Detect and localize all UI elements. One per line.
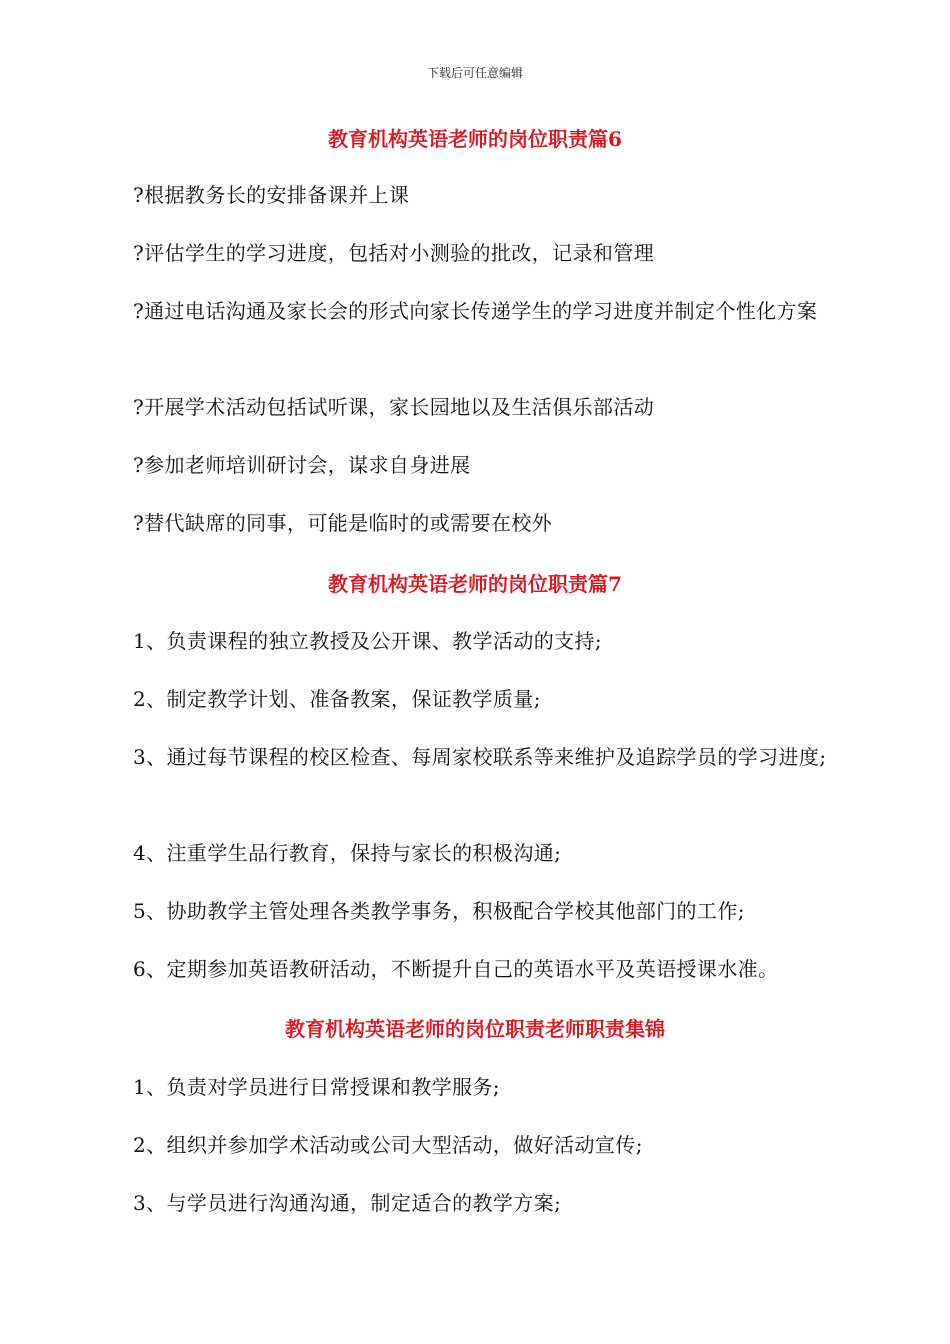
paragraph: 4、注重学生品行教育，保持与家长的积极沟通;: [133, 841, 562, 865]
paragraph: ?替代缺席的同事，可能是临时的或需要在校外: [133, 511, 553, 535]
paragraph: ?参加老师培训研讨会，谋求自身进展: [133, 453, 471, 477]
section-heading: 教育机构英语老师的岗位职责老师职责集锦: [285, 1017, 665, 1041]
paragraph: 1、负责课程的独立教授及公开课、教学活动的支持;: [133, 629, 603, 653]
paragraph: 2、制定教学计划、准备教案，保证教学质量;: [133, 687, 541, 711]
paragraph: ?开展学术活动包括试听课，家长园地以及生活俱乐部活动: [133, 395, 655, 419]
header-note: 下载后可任意编辑: [426, 66, 523, 80]
paragraph: 5、协助教学主管处理各类教学事务，积极配合学校其他部门的工作;: [133, 899, 745, 923]
section-heading: 教育机构英语老师的岗位职责篇6: [328, 127, 622, 151]
paragraph: ?通过电话沟通及家长会的形式向家长传递学生的学习进度并制定个性化方案: [133, 299, 818, 323]
paragraph: 3、通过每节课程的校区检查、每周家校联系等来维护及追踪学员的学习进度;: [133, 745, 827, 769]
paragraph: 2、组织并参加学术活动或公司大型活动，做好活动宣传;: [133, 1133, 643, 1157]
paragraph: ?评估学生的学习进度，包括对小测验的批改，记录和管理: [133, 241, 655, 265]
paragraph: ?根据教务长的安排备课并上课: [133, 183, 410, 207]
section-heading: 教育机构英语老师的岗位职责篇7: [328, 572, 622, 596]
paragraph: 3、与学员进行沟通沟通，制定适合的教学方案;: [133, 1191, 562, 1215]
paragraph: 1、负责对学员进行日常授课和教学服务;: [133, 1075, 501, 1099]
paragraph: 6、定期参加英语教研活动，不断提升自己的英语水平及英语授课水准。: [133, 957, 779, 981]
